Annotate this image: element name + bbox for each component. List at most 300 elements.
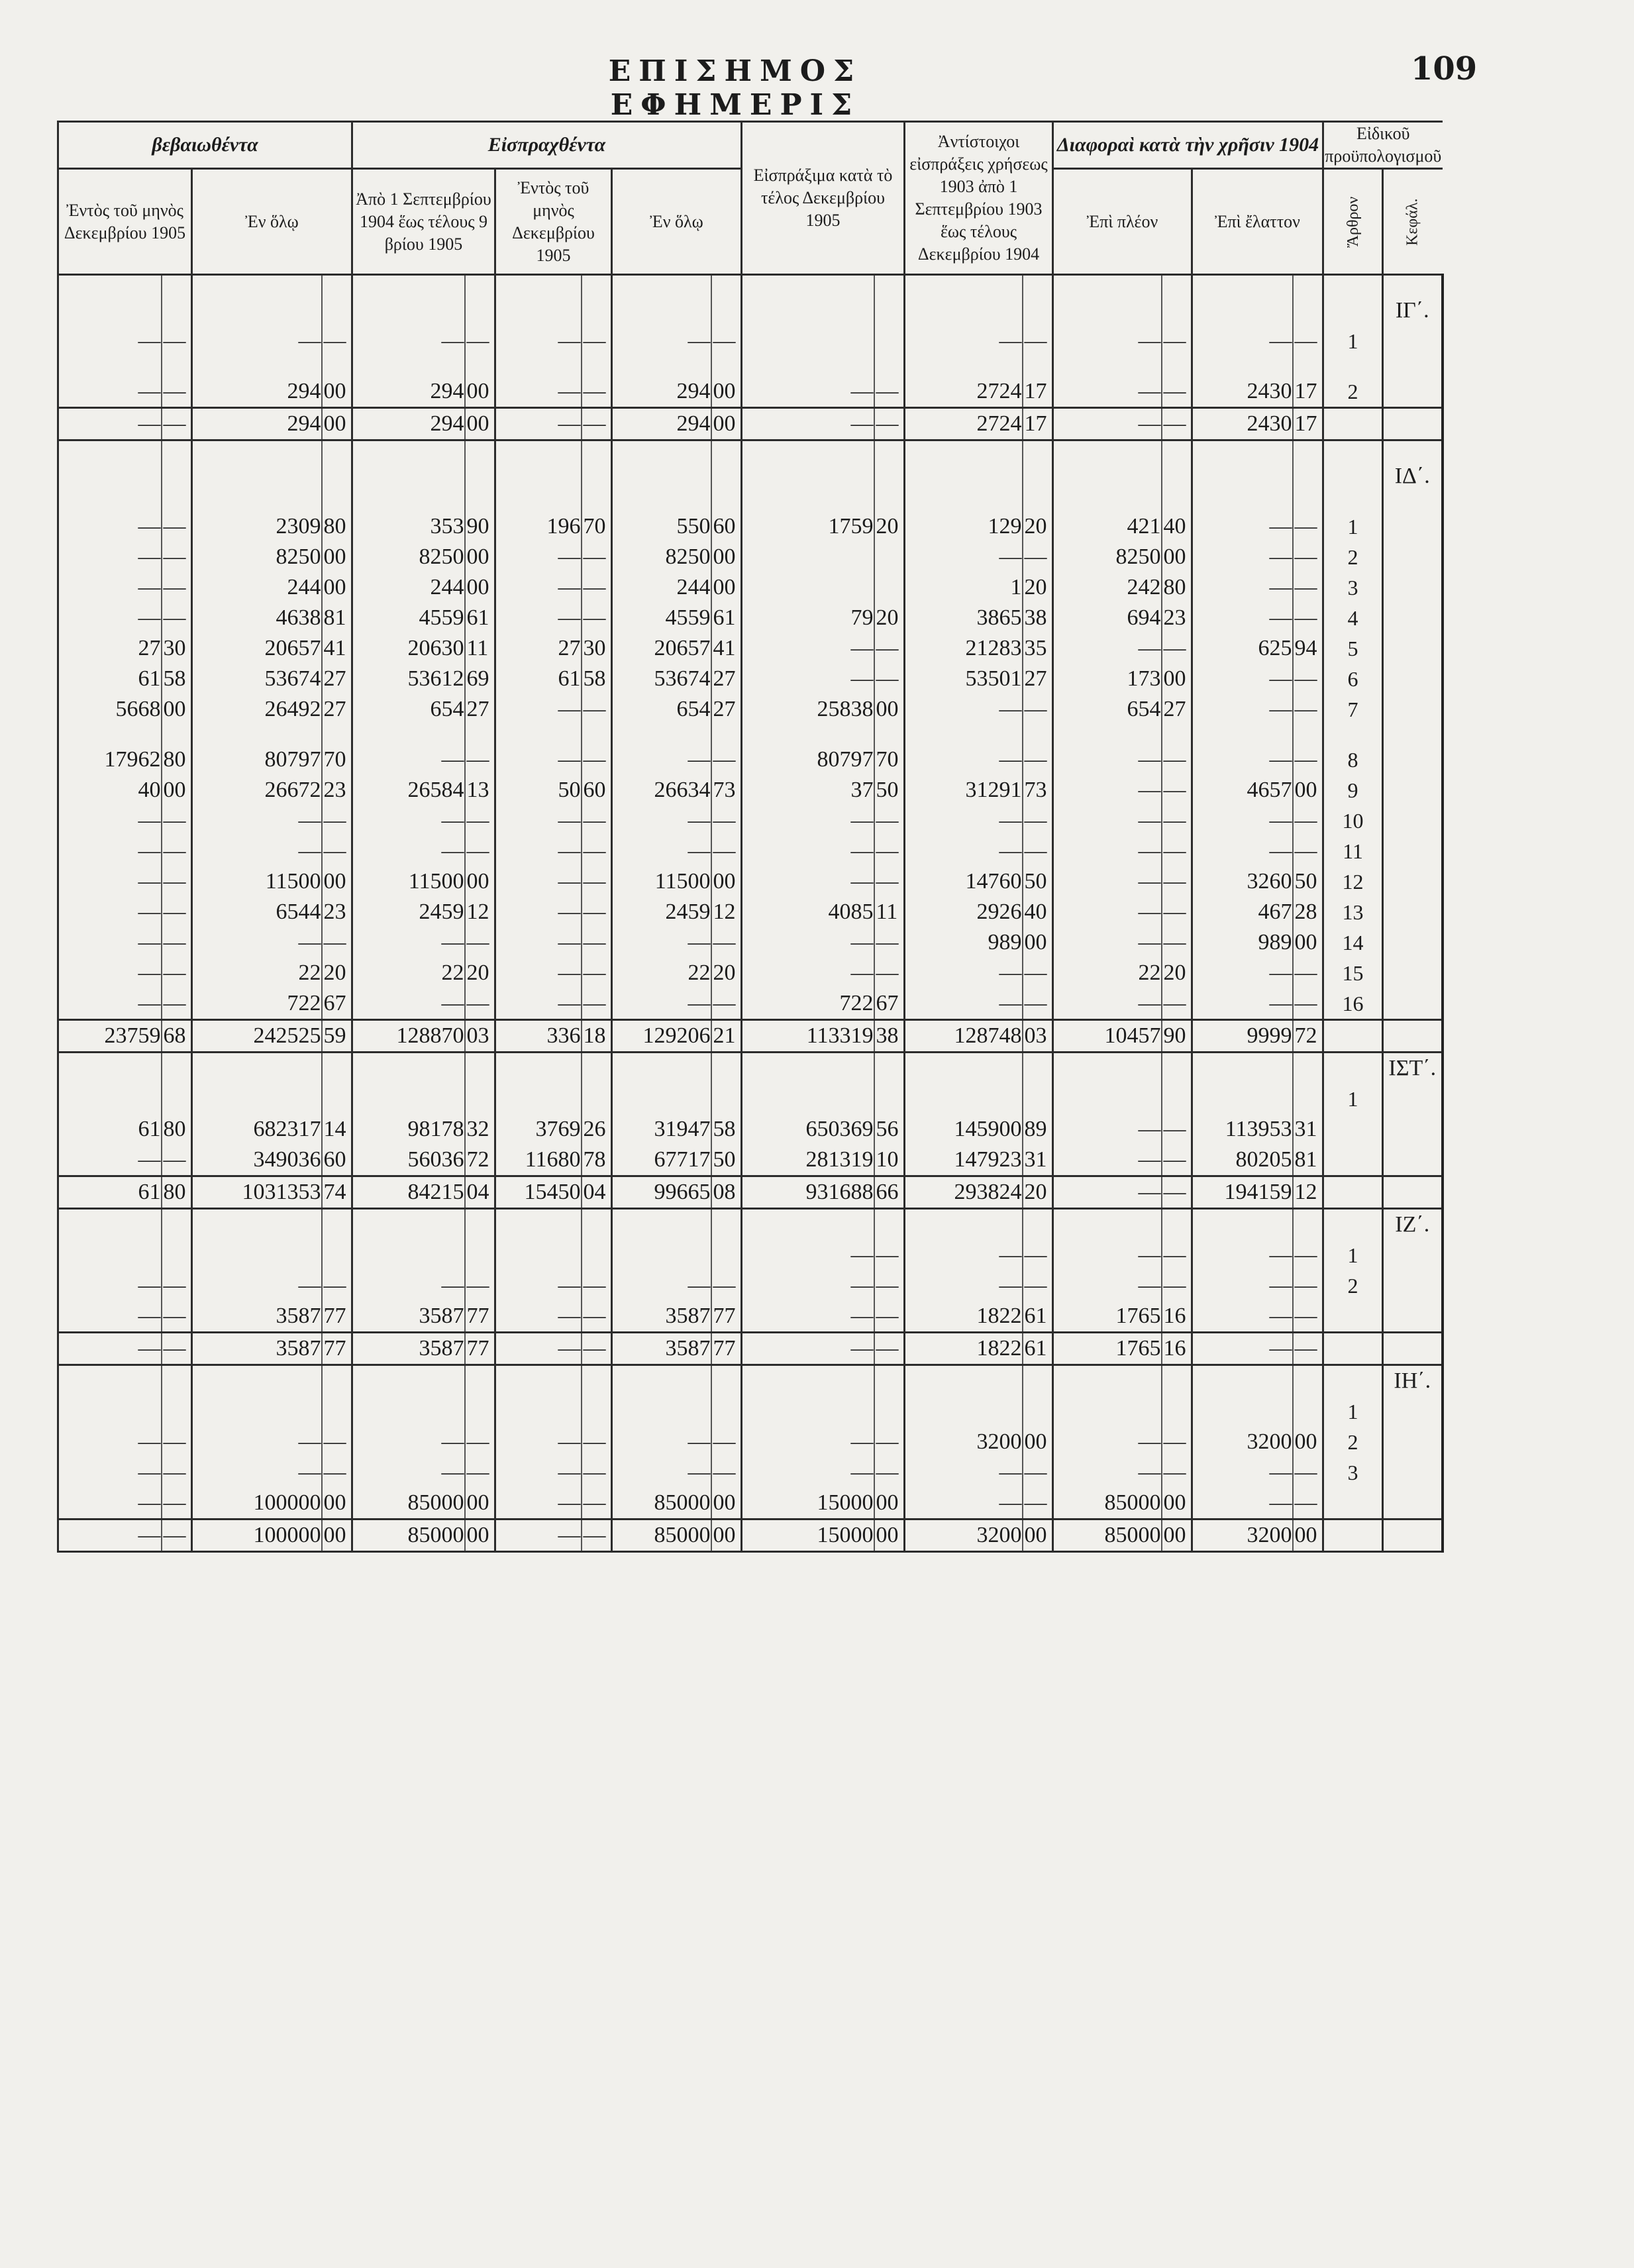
decimal-cell: 50 (1023, 866, 1053, 897)
amount-cell (1053, 1396, 1162, 1427)
chapter-cell (1383, 1457, 1443, 1488)
decimal-cell: 78 (582, 1145, 612, 1176)
amount-cell: 4559 (352, 603, 465, 633)
decimal-cell: — (1293, 603, 1323, 633)
decimal-cell: — (582, 1333, 612, 1365)
amount-cell (905, 725, 1023, 745)
decimal-cell: 00 (1023, 1427, 1053, 1457)
amount-cell: 147923 (905, 1145, 1023, 1176)
amount-cell: 26584 (352, 775, 465, 805)
decimal-cell: — (874, 1301, 905, 1333)
decimal-cell: — (582, 1270, 612, 1301)
amount-cell (612, 725, 711, 745)
decimal-cell: — (162, 897, 192, 927)
amount-cell: 3587 (612, 1301, 711, 1333)
amount-cell: — (742, 1427, 874, 1457)
amount-cell (352, 440, 465, 462)
amount-cell (58, 1053, 162, 1084)
amount-cell (612, 295, 711, 326)
amount-cell: — (495, 836, 582, 866)
amount-cell (352, 275, 465, 296)
article-cell (1323, 356, 1383, 376)
amount-cell: — (58, 1457, 162, 1488)
decimal-cell: 26 (582, 1114, 612, 1145)
chapter-cell (1383, 775, 1443, 805)
amount-cell: — (905, 1457, 1023, 1488)
chapter-cell (1383, 542, 1443, 572)
decimal-cell: — (1293, 1457, 1323, 1488)
article-cell (1323, 440, 1383, 462)
article-cell (1323, 1145, 1383, 1176)
amount-cell (1053, 725, 1162, 745)
article-cell (1323, 1053, 1383, 1084)
decimal-cell: — (1293, 1488, 1323, 1520)
amount-cell: 3587 (192, 1333, 322, 1365)
chapter-cell (1383, 408, 1443, 440)
article-cell: 13 (1323, 897, 1383, 927)
decimal-cell: — (162, 958, 192, 988)
table-row (58, 1301, 1443, 1333)
decimal-cell: — (162, 1145, 192, 1176)
decimal-cell: — (162, 1333, 192, 1365)
article-cell: 8 (1323, 745, 1383, 775)
amount-cell: 196 (495, 511, 582, 542)
decimal-cell: 17 (1293, 408, 1323, 440)
decimal-cell: — (465, 1427, 495, 1457)
decimal-cell: — (162, 1270, 192, 1301)
amount-cell (1192, 725, 1293, 745)
decimal-cell: — (1162, 1457, 1192, 1488)
amount-cell (352, 1396, 465, 1427)
amount-cell: 3587 (192, 1301, 322, 1333)
decimal-cell: 72 (1293, 1020, 1323, 1053)
chapter-cell (1383, 1084, 1443, 1114)
decimal-cell (162, 725, 192, 745)
amount-cell: — (192, 326, 322, 356)
amount-cell: — (905, 958, 1023, 988)
amount-cell: — (742, 805, 874, 836)
ledger-table (57, 121, 1444, 1553)
decimal-cell (1162, 1396, 1192, 1427)
decimal-cell (465, 275, 495, 296)
amount-cell: 4657 (1192, 775, 1293, 805)
amount-cell (612, 440, 711, 462)
amount-cell (192, 295, 322, 326)
table-row (58, 1488, 1443, 1520)
amount-cell: — (1053, 408, 1162, 440)
amount-cell (742, 572, 874, 603)
table-row (58, 745, 1443, 775)
amount-cell: 85000 (352, 1488, 465, 1520)
amount-cell: — (58, 572, 162, 603)
amount-cell: — (58, 1301, 162, 1333)
amount-cell: 11500 (612, 866, 711, 897)
decimal-cell (711, 725, 742, 745)
chapter-cell (1383, 1301, 1443, 1333)
decimal-cell (582, 295, 612, 326)
decimal-cell (322, 725, 352, 745)
table-row (58, 988, 1443, 1020)
decimal-cell (322, 356, 352, 376)
decimal-cell: 90 (1162, 1020, 1192, 1053)
amount-cell (1192, 275, 1293, 296)
amount-cell: — (495, 927, 582, 958)
decimal-cell: 00 (322, 376, 352, 408)
decimal-cell (162, 491, 192, 511)
decimal-cell (1023, 275, 1053, 296)
amount-cell: — (905, 836, 1023, 866)
decimal-cell: — (874, 1270, 905, 1301)
amount-cell: — (58, 1333, 162, 1365)
header-collected-month: Ἐντὸς τοῦ μηνὸς Δεκεμβρίου 1905 (495, 169, 612, 275)
amount-cell (192, 491, 322, 511)
amount-cell: 3587 (352, 1333, 465, 1365)
decimal-cell (322, 275, 352, 296)
decimal-cell (1023, 1365, 1053, 1397)
decimal-cell: — (465, 988, 495, 1020)
decimal-cell: — (1023, 1270, 1053, 1301)
amount-cell: — (495, 988, 582, 1020)
chapter-cell (1383, 275, 1443, 296)
decimal-cell (465, 1396, 495, 1427)
decimal-cell: — (1162, 745, 1192, 775)
amount-cell: — (352, 988, 465, 1020)
amount-cell: — (612, 326, 711, 356)
amount-cell: — (742, 958, 874, 988)
amount-cell: 3200 (905, 1520, 1023, 1552)
decimal-cell: — (874, 927, 905, 958)
amount-cell: 80797 (742, 745, 874, 775)
amount-cell (192, 1084, 322, 1114)
amount-cell: — (352, 1457, 465, 1488)
amount-cell: — (1053, 836, 1162, 866)
amount-cell: 61 (58, 1114, 162, 1145)
amount-cell (352, 491, 465, 511)
decimal-cell (711, 1209, 742, 1241)
amount-cell: 61 (495, 664, 582, 694)
decimal-cell: — (1293, 1333, 1323, 1365)
amount-cell: 3200 (1192, 1520, 1293, 1552)
decimal-cell (322, 1053, 352, 1084)
decimal-cell: — (874, 1427, 905, 1457)
decimal-cell: 00 (465, 542, 495, 572)
amount-cell: — (1192, 1301, 1293, 1333)
amount-cell: — (192, 1457, 322, 1488)
decimal-cell (1023, 725, 1053, 745)
decimal-cell: 00 (711, 376, 742, 408)
article-cell: 6 (1323, 664, 1383, 694)
header-verified-total: Ἐν ὅλῳ (192, 169, 352, 275)
amount-cell (1192, 440, 1293, 462)
amount-cell (192, 440, 322, 462)
decimal-cell: 41 (322, 633, 352, 664)
amount-cell: 11500 (192, 866, 322, 897)
amount-cell: — (742, 866, 874, 897)
table-row (58, 805, 1443, 836)
amount-cell (612, 1365, 711, 1397)
decimal-cell (874, 1396, 905, 1427)
decimal-cell (582, 356, 612, 376)
amount-cell: — (1053, 1114, 1162, 1145)
decimal-cell (711, 1240, 742, 1270)
decimal-cell: — (1293, 694, 1323, 725)
amount-cell: — (58, 1270, 162, 1301)
decimal-cell (162, 1365, 192, 1397)
decimal-cell: 61 (1023, 1301, 1053, 1333)
chapter-cell (1383, 633, 1443, 664)
amount-cell: — (1192, 1270, 1293, 1301)
article-cell (1323, 275, 1383, 296)
decimal-cell: 73 (1023, 775, 1053, 805)
decimal-cell (1162, 1053, 1192, 1084)
amount-cell: 22 (612, 958, 711, 988)
amount-cell (742, 1365, 874, 1397)
decimal-cell: — (1023, 988, 1053, 1020)
amount-cell: 26492 (192, 694, 322, 725)
amount-cell: — (1053, 376, 1162, 408)
amount-cell: 31947 (612, 1114, 711, 1145)
amount-cell: — (58, 927, 162, 958)
decimal-cell: 77 (711, 1301, 742, 1333)
decimal-cell: 03 (465, 1020, 495, 1053)
header-diff-less: Ἐπὶ ἔλαττον (1192, 169, 1323, 275)
decimal-cell (711, 1084, 742, 1114)
decimal-cell: — (1023, 1488, 1053, 1520)
amount-cell: — (1053, 866, 1162, 897)
decimal-cell: 67 (322, 988, 352, 1020)
amount-cell: 85000 (1053, 1520, 1162, 1552)
article-cell (1323, 491, 1383, 511)
decimal-cell (465, 440, 495, 462)
decimal-cell: 00 (322, 1520, 352, 1552)
amount-cell: 61 (58, 1176, 162, 1209)
decimal-cell: — (1293, 988, 1323, 1020)
decimal-cell: 80 (1162, 572, 1192, 603)
amount-cell: — (495, 542, 582, 572)
amount-cell: 2309 (192, 511, 322, 542)
amount-cell: 353 (352, 511, 465, 542)
amount-cell (352, 461, 465, 491)
amount-cell: 22 (352, 958, 465, 988)
amount-cell: 722 (742, 988, 874, 1020)
amount-cell: 1822 (905, 1301, 1023, 1333)
article-cell (1323, 1365, 1383, 1397)
decimal-cell: — (1162, 408, 1192, 440)
amount-cell: 294 (612, 408, 711, 440)
chapter-cell (1383, 603, 1443, 633)
decimal-cell: — (582, 542, 612, 572)
decimal-cell: — (1023, 1240, 1053, 1270)
header-corresponding-1903: Ἀντίστοιχοι εἰσπράξεις χρήσεως 1903 ἀπὸ 1 Σεπτεμβρίου 1903 ἕως τέλους Δεκεμβρίου 1904 (905, 122, 1053, 275)
amount-cell: — (1192, 1333, 1293, 1365)
decimal-cell: — (1023, 326, 1053, 356)
amount-cell: 85000 (612, 1520, 711, 1552)
decimal-cell: — (874, 866, 905, 897)
decimal-cell: — (874, 1333, 905, 1365)
amount-cell: — (1053, 1145, 1162, 1176)
amount-cell: — (1053, 775, 1162, 805)
amount-cell: 100000 (192, 1488, 322, 1520)
decimal-cell: — (1162, 1427, 1192, 1457)
decimal-cell: — (1023, 836, 1053, 866)
decimal-cell: 27 (711, 694, 742, 725)
table-row (58, 664, 1443, 694)
decimal-cell: — (582, 603, 612, 633)
decimal-cell (1023, 1396, 1053, 1427)
decimal-cell: — (582, 1427, 612, 1457)
decimal-cell: — (1162, 836, 1192, 866)
decimal-cell: 00 (711, 1488, 742, 1520)
decimal-cell: 00 (1162, 1520, 1192, 1552)
amount-cell (58, 1396, 162, 1427)
decimal-cell: 04 (582, 1176, 612, 1209)
article-cell (1323, 1209, 1383, 1241)
decimal-cell (582, 1396, 612, 1427)
amount-cell: — (742, 836, 874, 866)
decimal-cell: 00 (874, 1488, 905, 1520)
decimal-cell (874, 461, 905, 491)
amount-cell: 989 (905, 927, 1023, 958)
amount-cell: — (58, 1488, 162, 1520)
decimal-cell (465, 1240, 495, 1270)
amount-cell (905, 461, 1023, 491)
decimal-cell: — (1162, 897, 1192, 927)
chapter-cell (1383, 725, 1443, 745)
decimal-cell: 00 (465, 1520, 495, 1552)
decimal-cell: 77 (465, 1333, 495, 1365)
decimal-cell: 00 (1293, 1427, 1323, 1457)
article-cell (1323, 461, 1383, 491)
decimal-cell: — (162, 988, 192, 1020)
decimal-cell: 00 (1293, 927, 1323, 958)
decimal-cell: — (1293, 745, 1323, 775)
decimal-cell: 41 (711, 633, 742, 664)
decimal-cell: — (1162, 1240, 1192, 1270)
amount-cell: — (192, 1270, 322, 1301)
amount-cell: 26672 (192, 775, 322, 805)
decimal-cell (1293, 1365, 1323, 1397)
decimal-cell: — (162, 572, 192, 603)
amount-cell: — (495, 1488, 582, 1520)
amount-cell: — (495, 1457, 582, 1488)
table-row (58, 491, 1443, 511)
decimal-cell: — (1293, 511, 1323, 542)
amount-cell: — (495, 1333, 582, 1365)
amount-cell (192, 1240, 322, 1270)
decimal-cell: 30 (582, 633, 612, 664)
amount-cell: 931688 (742, 1176, 874, 1209)
amount-cell: 85000 (612, 1488, 711, 1520)
chapter-cell (1383, 491, 1443, 511)
decimal-cell (465, 1084, 495, 1114)
decimal-cell (1162, 1084, 1192, 1114)
decimal-cell (582, 725, 612, 745)
chapter-cell (1383, 1240, 1443, 1270)
amount-cell: — (352, 1427, 465, 1457)
decimal-cell: 20 (1162, 958, 1192, 988)
amount-cell: — (58, 408, 162, 440)
amount-cell: 145900 (905, 1114, 1023, 1145)
chapter-cell (1383, 958, 1443, 988)
decimal-cell: — (1023, 745, 1053, 775)
amount-cell: 84215 (352, 1176, 465, 1209)
decimal-cell: 00 (322, 572, 352, 603)
amount-cell: 56036 (352, 1145, 465, 1176)
decimal-cell: — (322, 836, 352, 866)
amount-cell: — (495, 805, 582, 836)
amount-cell: — (495, 326, 582, 356)
amount-cell: — (58, 866, 162, 897)
decimal-cell: — (162, 542, 192, 572)
decimal-cell: — (874, 836, 905, 866)
decimal-cell: — (582, 958, 612, 988)
amount-cell: 2459 (612, 897, 711, 927)
amount-cell: 281319 (742, 1145, 874, 1176)
chapter-cell (1383, 694, 1443, 725)
amount-cell: — (1053, 927, 1162, 958)
decimal-cell (465, 1365, 495, 1397)
decimal-cell: 16 (1162, 1333, 1192, 1365)
decimal-cell: 00 (1162, 542, 1192, 572)
amount-cell: 1765 (1053, 1333, 1162, 1365)
amount-cell: 37 (742, 775, 874, 805)
amount-cell (742, 1396, 874, 1427)
amount-cell: — (1053, 1457, 1162, 1488)
amount-cell: 21283 (905, 633, 1023, 664)
amount-cell: 128748 (905, 1020, 1023, 1053)
decimal-cell: 30 (162, 633, 192, 664)
decimal-cell: 80 (162, 745, 192, 775)
decimal-cell: — (162, 1427, 192, 1457)
decimal-cell: — (582, 988, 612, 1020)
decimal-cell: — (582, 897, 612, 927)
amount-cell (495, 295, 582, 326)
decimal-cell (582, 275, 612, 296)
table-row (58, 1053, 1443, 1084)
decimal-cell: 35 (1023, 633, 1053, 664)
amount-cell: — (495, 1520, 582, 1552)
table-row (58, 603, 1443, 633)
decimal-cell: 16 (1162, 1301, 1192, 1333)
chapter-cell (1383, 897, 1443, 927)
decimal-cell (322, 295, 352, 326)
chapter-cell (1383, 927, 1443, 958)
amount-cell: 3200 (1192, 1427, 1293, 1457)
decimal-cell (874, 572, 905, 603)
amount-cell: 129 (905, 511, 1023, 542)
amount-cell (1192, 356, 1293, 376)
amount-cell: 294 (612, 376, 711, 408)
amount-cell: 3865 (905, 603, 1023, 633)
decimal-cell: 77 (711, 1333, 742, 1365)
decimal-cell (322, 1209, 352, 1241)
amount-cell (612, 1209, 711, 1241)
amount-cell: — (1192, 542, 1293, 572)
amount-cell: — (495, 603, 582, 633)
amount-cell (612, 356, 711, 376)
decimal-cell: — (322, 326, 352, 356)
amount-cell: — (1192, 1240, 1293, 1270)
amount-cell: 722 (192, 988, 322, 1020)
amount-cell: 3769 (495, 1114, 582, 1145)
header-group-differences: Διαφοραὶ κατὰ τὴν χρῆσιν 1904 (1053, 122, 1323, 169)
decimal-cell: — (322, 1427, 352, 1457)
decimal-cell (1293, 275, 1323, 296)
amount-cell: — (1192, 805, 1293, 836)
decimal-cell: 90 (465, 511, 495, 542)
decimal-cell: 00 (711, 542, 742, 572)
amount-cell: — (742, 1457, 874, 1488)
